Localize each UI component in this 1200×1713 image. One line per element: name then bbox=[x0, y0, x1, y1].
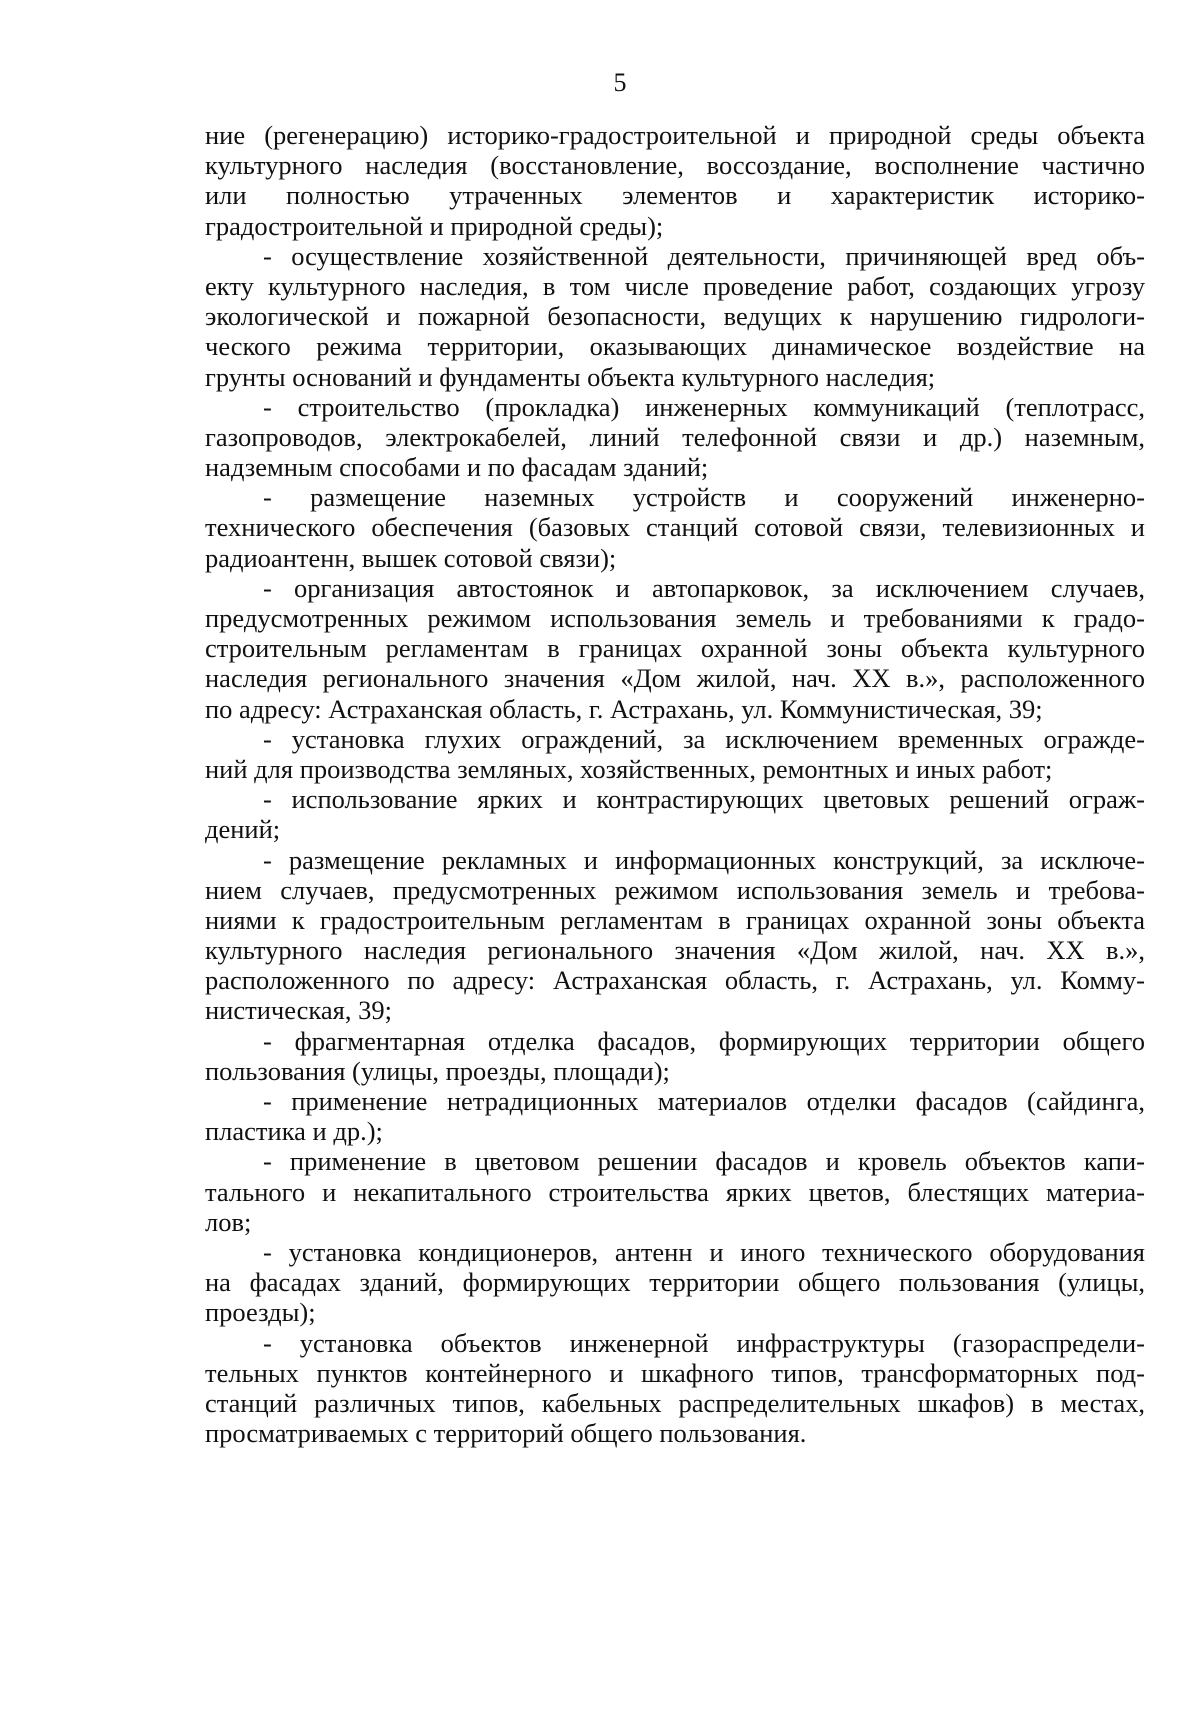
text-line: технического обеспечения (базовых станций сотовой связи, телевизионных и bbox=[205, 512, 1145, 543]
text-line: станций различных типов, кабельных распределительных шкафов) в местах, bbox=[205, 1387, 1145, 1418]
list-item bbox=[205, 784, 1145, 844]
text-line: культурного наследия (восстановление, воссоздание, восполнение частично bbox=[205, 150, 1145, 181]
text-line: тального и некапитального строительства ярких цветов, блестящих материа- bbox=[205, 1176, 1145, 1207]
text-line: ниями к градостроительным регламентам в границах охранной зоны объекта bbox=[205, 904, 1145, 935]
text-line: дений; bbox=[205, 814, 281, 845]
text-line: ние (регенерацию) историко-градостроительной и природной среды объекта bbox=[205, 120, 1145, 150]
list-item bbox=[205, 573, 1145, 724]
text-line: ческого режима территории, оказывающих динамическое воздействие на bbox=[205, 331, 1145, 362]
text-line: грунты оснований и фундаменты объекта культурного наследия; bbox=[205, 361, 936, 392]
list-item bbox=[205, 1026, 1145, 1086]
document-body bbox=[205, 120, 1145, 1448]
text-line: - использование ярких и контрастирующих цветовых решений ограж- bbox=[263, 784, 1145, 815]
page-number: 5 bbox=[613, 68, 627, 97]
text-line: - применение нетрадиционных материалов отделки фасадов (сайдинга, bbox=[263, 1086, 1145, 1116]
text-line: газопроводов, электрокабелей, линий телефонной связи и др.) наземным, bbox=[205, 421, 1145, 452]
text-line: строительным регламентам в границах охранной зоны объекта культурного bbox=[205, 633, 1145, 664]
list-item bbox=[205, 241, 1145, 392]
text-line: градостроительной и природной среды); bbox=[205, 210, 664, 241]
list-item bbox=[205, 1328, 1145, 1449]
text-line: - применение в цветовом решении фасадов и кровель объектов капи- bbox=[263, 1146, 1145, 1177]
text-line: на фасадах зданий, формирующих территории общего пользования (улицы, bbox=[205, 1267, 1145, 1298]
paragraph-continuation bbox=[205, 120, 1145, 241]
text-line: расположенного по адресу: Астраханская область, г. Астрахань, ул. Комму- bbox=[205, 965, 1145, 996]
text-line: екту культурного наследия, в том числе проведение работ, создающих угрозу bbox=[205, 270, 1145, 301]
text-line: пользования (улицы, проезды, площади); bbox=[205, 1055, 670, 1086]
list-item bbox=[205, 392, 1145, 483]
text-line: - размещение рекламных и информационных конструкций, за исключе- bbox=[263, 844, 1145, 875]
text-line: тельных пунктов контейнерного и шкафного типов, трансформаторных под- bbox=[205, 1357, 1145, 1388]
text-line: экологической и пожарной безопасности, ведущих к нарушению гидрологи- bbox=[205, 301, 1145, 332]
text-line: проезды); bbox=[205, 1297, 316, 1328]
text-line: - осуществление хозяйственной деятельности, причиняющей вред объ- bbox=[263, 240, 1145, 271]
text-line: ний для производства земляных, хозяйственных, ремонтных и иных работ; bbox=[205, 753, 1053, 784]
list-item bbox=[205, 482, 1145, 573]
text-line: или полностью утраченных элементов и характеристик историко- bbox=[205, 180, 1145, 211]
text-line: предусмотренных режимом использования земель и требованиями к градо- bbox=[205, 603, 1145, 633]
text-line: лов; bbox=[205, 1206, 252, 1237]
list-item bbox=[205, 1086, 1145, 1146]
text-line: культурного наследия регионального значения «Дом жилой, нач. XX в.», bbox=[205, 935, 1145, 966]
list-item bbox=[205, 845, 1145, 1026]
text-line: - строительство (прокладка) инженерных коммуникаций (теплотрасс, bbox=[263, 391, 1145, 422]
text-line: по адресу: Астраханская область, г. Астрахань, ул. Коммунистическая, 39; bbox=[205, 693, 1043, 724]
text-line: - установка объектов инженерной инфраструктуры (газораспредели- bbox=[263, 1327, 1145, 1358]
text-line: наследия регионального значения «Дом жилой, нач. XX в.», расположенного bbox=[205, 663, 1145, 694]
text-line: радиоантенн, вышек сотовой связи); bbox=[205, 542, 617, 573]
list-item bbox=[205, 1237, 1145, 1328]
text-line: нистическая, 39; bbox=[205, 995, 392, 1026]
text-line: - размещение наземных устройств и сооружений инженерно- bbox=[263, 482, 1145, 513]
text-line: - организация автостоянок и автопарковок, за исключением случаев, bbox=[263, 572, 1145, 603]
text-line: нием случаев, предусмотренных режимом использования земель и требова- bbox=[205, 874, 1145, 905]
text-line: просматриваемых с территорий общего пользования. bbox=[205, 1418, 807, 1449]
text-line: - установка кондиционеров, антенн и иного технического оборудования bbox=[263, 1236, 1145, 1267]
text-line: - установка глухих ограждений, за исключением временных огражде- bbox=[263, 723, 1145, 754]
text-line: надземным способами и по фасадам зданий; bbox=[205, 452, 709, 483]
list-item bbox=[205, 1146, 1145, 1237]
text-line: пластика и др.); bbox=[205, 1116, 383, 1147]
text-line: - фрагментарная отделка фасадов, формирующих территории общего bbox=[263, 1025, 1145, 1056]
list-item bbox=[205, 724, 1145, 784]
